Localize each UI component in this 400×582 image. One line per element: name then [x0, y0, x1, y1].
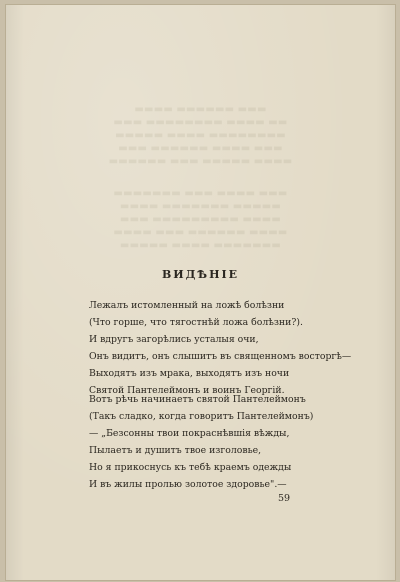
- verse-line: Но я прикоснусь къ тебѣ краемъ одежды: [89, 462, 292, 473]
- verse-line: Онъ видитъ, онъ слышитъ въ священномъ восторгѣ—: [89, 351, 352, 362]
- verse-line: И въ жилы пролью золотое здоровье".—: [89, 479, 287, 490]
- verse-line: Пылаетъ и душитъ твое изголовье,: [89, 445, 262, 456]
- stanza-1: [89, 297, 351, 399]
- verse-line: (Такъ сладко, когда говоритъ Пантелеймонъ): [89, 411, 314, 422]
- verse-line: — „Безсонны твои покраснѣвшія вѣжды,: [89, 428, 290, 439]
- verse-line: (Что горше, что тягостнѣй ложа болѣзни?).: [89, 317, 303, 328]
- verse-line: И вдругъ загорѣлись усталыя очи,: [89, 334, 259, 345]
- verse-line: Святой Пантелеймонъ и воинъ Георгій.: [89, 385, 285, 396]
- verse-line: Вотъ рѣчь начинаетъ святой Пантелеймонъ: [89, 394, 306, 405]
- verse-line: Лежалъ истомленный на ложѣ болѣзни: [89, 300, 285, 311]
- bleed-through-text: ▬▬▬▬ ▬▬▬▬▬▬ ▬▬▬ ▬▬▬ ▬▬▬▬▬▬▬▬ ▬▬▬▬ ▬▬ ▬▬▬▬▬ ▬▬▬▬ ▬▬▬▬▬▬▬▬ ▬▬▬ ▬▬▬▬▬▬ ▬▬▬▬ ▬▬▬ ▬▬▬▬▬▬ ▬▬▬ ▬▬▬▬▬ ▬▬▬▬: [108, 104, 293, 167]
- page-number: 59: [278, 493, 291, 504]
- poem-title: ВИДѢНІЕ: [161, 268, 240, 281]
- stanza-2: [89, 391, 313, 493]
- bleed-through-text: ▬▬▬▬▬▬▬ ▬▬▬ ▬▬▬▬ ▬▬▬ ▬▬▬▬ ▬▬▬▬▬▬▬ ▬▬▬▬▬ ▬▬▬ ▬▬▬▬▬▬▬▬▬ ▬▬▬▬ ▬▬▬▬ ▬▬▬ ▬▬▬▬▬▬ ▬▬▬▬ ▬▬▬▬▬ ▬▬▬▬ ▬▬▬▬▬▬▬: [113, 188, 288, 251]
- book-page: [6, 5, 395, 580]
- verse-line: Выходятъ изъ мрака, выходятъ изъ ночи: [89, 368, 290, 379]
